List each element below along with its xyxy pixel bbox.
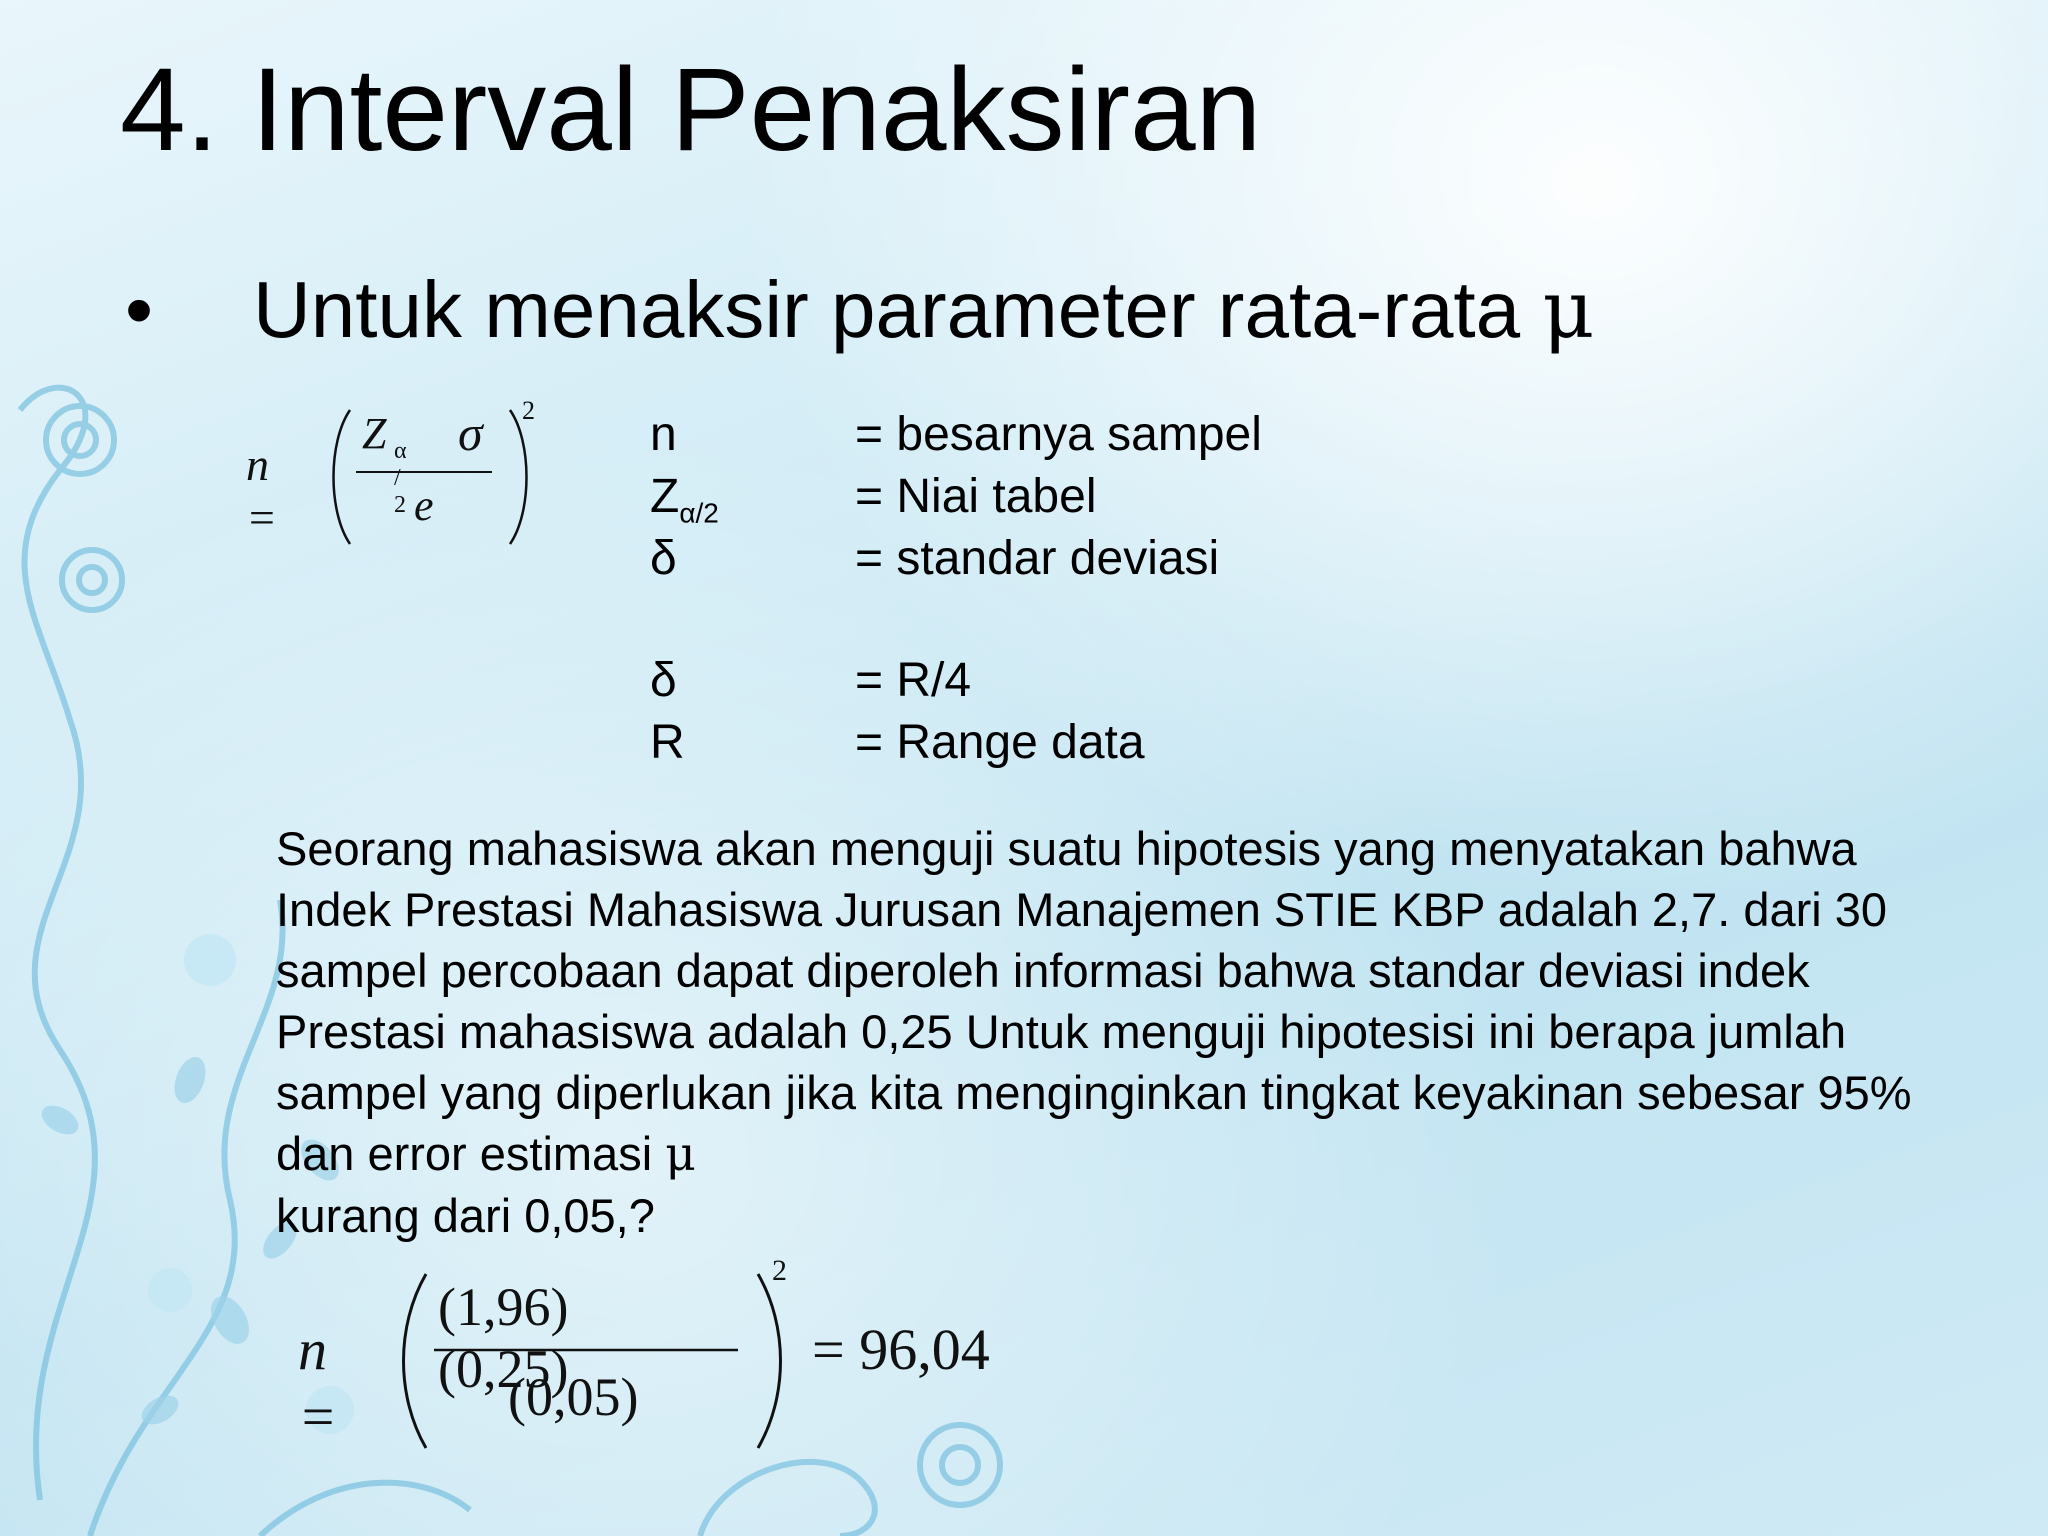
formula-z-subscript: α / 2 — [394, 438, 407, 518]
problem-statement — [276, 818, 1936, 1246]
definition-subscript: α/2 — [679, 497, 719, 529]
definition-text: = standar deviasi — [855, 532, 1220, 585]
definition-symbol: R — [650, 716, 685, 769]
definition-row — [650, 650, 1262, 712]
definition-symbol: n — [650, 408, 677, 461]
definition-row — [650, 528, 1262, 590]
mu-symbol: μ — [665, 1127, 696, 1182]
definition-symbol: δ — [650, 532, 677, 585]
bullet-text: Untuk menaksir parameter rata-rata — [253, 265, 1521, 354]
formula-denominator: e — [414, 481, 434, 530]
bullet-point — [125, 262, 1594, 358]
solution-denominator: (0,05) — [508, 1367, 639, 1427]
formula-exponent: 2 — [522, 396, 535, 425]
definition-row — [650, 404, 1262, 466]
mu-symbol: μ — [1542, 263, 1595, 356]
solution-result: = 96,04 — [812, 1317, 990, 1382]
formula-lhs: n = — [246, 439, 278, 543]
formula-sigma: σ — [458, 405, 483, 461]
definition-text: = R/4 — [855, 654, 972, 707]
definition-text: = Range data — [855, 716, 1145, 769]
definition-text: = Niai tabel — [855, 470, 1097, 523]
definition-symbol: $Z_{\alpha/2}$ — [650, 470, 719, 529]
definition-row — [650, 466, 1262, 528]
formula-parentheses — [328, 402, 548, 552]
solution-lhs: n = — [298, 1317, 338, 1449]
symbol-definitions — [650, 404, 1262, 774]
definition-row — [650, 712, 1262, 774]
solution-numerator: (1,96)(0,25) — [438, 1277, 569, 1399]
slide-title: 4. Interval Penaksiran — [120, 44, 1262, 176]
solution-exponent: 2 — [772, 1254, 787, 1287]
bullet-dot: • — [125, 265, 154, 354]
definition-symbol: δ — [650, 654, 677, 707]
definition-text: = besarnya sampel — [855, 408, 1262, 461]
problem-text: Seorang mahasiswa akan menguji suatu hipotesis yang menyatakan bahwa Indek Prestasi Mahasiswa Jurusan Manajemen STIE KBP adalah 2,7. dari 30 sampel percobaan dapat diperoleh informasi bahwa standar deviasi indek Prestasi mahasiswa adalah 0,25 Untuk menguji hipotesisi ini berapa jumlah sampel yang diperlukan jika kita menginginkan tingkat keyakinan sebesar 95% dan error estimasi — [276, 822, 1912, 1180]
problem-text-end: kurang dari 0,05,? — [276, 1189, 655, 1242]
formula-z-symbol: Z — [362, 409, 387, 458]
